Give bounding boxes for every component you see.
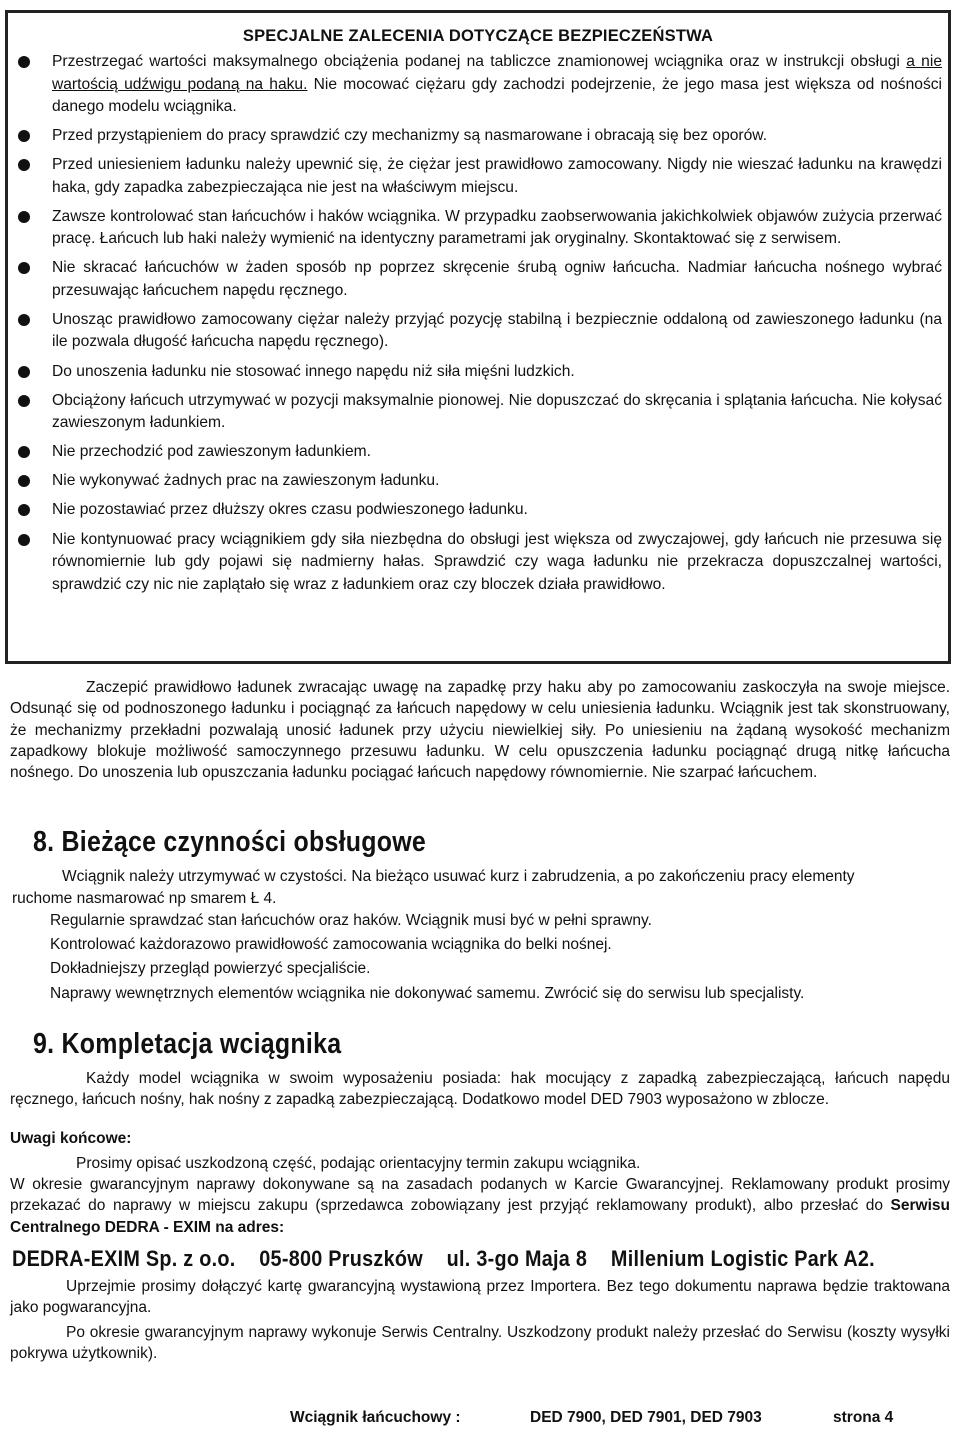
safety-bullet: Nie wykonywać żadnych prac na zawieszonym ładunku. bbox=[16, 470, 942, 493]
maintenance-line: Kontrolować każdorazowo prawidłowość zamocowania wciągnika do belki nośnej. bbox=[50, 936, 612, 953]
maintenance-line: ruchome nasmarować np smarem Ł 4. bbox=[12, 890, 277, 907]
post-warranty-paragraph: Po okresie gwarancyjnym naprawy wykonuje Serwis Centralny. Uszkodzony produkt należy przesłać do Serwisu (koszty wysyłki pokrywa użytkownik). bbox=[10, 1324, 950, 1363]
section-8-heading: 8. Bieżące czynności obsługowe bbox=[33, 826, 427, 858]
safety-bullet: Nie kontynuować pracy wciągnikiem gdy siła niezbędna do obsługi jest większa od zwyczajowej, gdy łańcuch nie przesuwa się równomiernie lub gdy pojawi się nadmierny hałas. Sprawdzić czy waga ładunku nie przekracza dopuszczalnej wartości, sprawdzić czy nic nie zaplątało się wraz z ładunkiem oraz czy bloczek działa prawidłowo. bbox=[16, 529, 942, 597]
safety-bullet: Unosząc prawidłowo zamocowany ciężar należy przyjąć pozycję stabilną i bezpiecznie oddaloną od zawieszonego ładunku (na ile pozwala długość łańcucha napędu ręcznego). bbox=[16, 309, 942, 354]
safety-bullet: Nie skracać łańcuchów w żaden sposób np poprzez skręcenie śrubą ogniw łańcucha. Nadmiar łańcucha nośnego wybrać przesuwając łańcuchem napędu ręcznego. bbox=[16, 257, 942, 302]
maintenance-line: Dokładniejszy przegląd powierzyć specjaliście. bbox=[50, 960, 371, 977]
safety-bullet: Zawsze kontrolować stan łańcuchów i haków wciągnika. W przypadku zaobserwowania jakichkolwiek objawów zużycia przerwać pracę. Łańcuch lub haki należy wymienić na identyczny parametrami jak oryginalny. Skontaktować się z serwisem. bbox=[16, 206, 942, 251]
address-street: ul. 3-go Maja 8 bbox=[446, 1246, 588, 1271]
kit-paragraph: Każdy model wciągnika w swoim wyposażeniu posiada: hak mocujący z zapadką zabezpieczającą, łańcuch napędu ręcznego, łańcuch nośny, hak nośny z zapadką zabezpieczającą. Dodatkowo model DED 7903 wyposażono w zblocze. bbox=[10, 1070, 950, 1109]
bullet-underlined-text: a nie wartością udźwigu podaną na haku. bbox=[52, 53, 942, 93]
bullet-text: Nie mocować ciężaru gdy zachodzi podejrzenie, że jego masa jest większa od nośności danego modelu wciągnika. bbox=[52, 75, 942, 115]
safety-box bbox=[5, 10, 951, 664]
safety-bullet: Do unoszenia ładunku nie stosować innego napędu niż siła mięśni ludzkich. bbox=[16, 361, 942, 384]
safety-bullet: Przed przystąpieniem do pracy sprawdzić czy mechanizmy są nasmarowane i obracają się bez oporów. bbox=[16, 125, 942, 148]
remarks-title: Uwagi końcowe: bbox=[10, 1130, 132, 1147]
footer-models: DED 7900, DED 7901, DED 7903 bbox=[530, 1409, 762, 1426]
remarks-line: Prosimy opisać uszkodzoną część, podając orientacyjny termin zakupu wciągnika. bbox=[76, 1155, 641, 1172]
address-park: Millenium Logistic Park A2. bbox=[610, 1246, 875, 1271]
footer-product: Wciągnik łańcuchowy : bbox=[290, 1409, 461, 1426]
warranty-text: W okresie gwarancyjnym naprawy dokonywane są na zasadach podanych w Karcie Gwarancyjnej. Reklamowany produkt prosimy przekazać do naprawy w miejscu zakupu (sprzedawca zobowiązany jest przyjąć reklamowany produkt), albo przesłać do bbox=[10, 1176, 950, 1215]
section-9-heading: 9. Kompletacja wciągnika bbox=[33, 1028, 342, 1060]
warranty-card-paragraph: Uprzejmie prosimy dołączyć kartę gwarancyjną wystawioną przez Importera. Bez tego dokumentu naprawa będzie traktowana jako pogwarancyjna. bbox=[10, 1278, 950, 1317]
safety-bullet: Nie przechodzić pod zawieszonym ładunkiem. bbox=[16, 441, 942, 464]
footer-page-number: strona 4 bbox=[833, 1409, 894, 1426]
safety-bullet: Nie pozostawiać przez dłuższy okres czasu podwieszonego ładunku. bbox=[16, 499, 942, 522]
service-name: Serwisu Centralnego DEDRA - EXIM na adres: bbox=[10, 1197, 950, 1236]
maintenance-line: Wciągnik należy utrzymywać w czystości. Na bieżąco usuwać kurz i zabrudzenia, a po zakończeniu pracy elementy bbox=[62, 868, 855, 885]
maintenance-line: Regularnie sprawdzać stan łańcuchów oraz haków. Wciągnik musi być w pełni sprawny. bbox=[50, 912, 652, 929]
safety-bullet bbox=[16, 51, 942, 119]
safety-title: SPECJALNE ZALECENIA DOTYCZĄCE BEZPIECZEŃSTWA bbox=[242, 27, 714, 45]
address-company: DEDRA-EXIM Sp. z o.o. bbox=[12, 1246, 236, 1271]
warranty-paragraph bbox=[10, 1174, 950, 1238]
intro-paragraph: Zaczepić prawidłowo ładunek zwracając uwagę na zapadkę przy haku aby po zamocowaniu zaskoczyła na swoje miejsce. Odsunąć się od podnoszonego ładunku i pociągnąć za łańcuch napędowy w celu uniesienia ładunku. Wciągnik jest tak skonstruowany, że mechanizmy przekładni pozwalają unosić ładunek przy użyciu niewielkiej siły. Po uniesieniu na żądaną wysokość mechanizm zapadkowy blokuje możliwość samoczynnego przesuwu ładunku. W celu opuszczenia ładunku pociągnąć drugą nitkę łańcucha nośnego. Do unoszenia lub opuszczania ładunku pociągać łańcuch napędowy równomiernie. Nie szarpać łańcuchem. bbox=[10, 679, 950, 782]
safety-bullet: Obciążony łańcuch utrzymywać w pozycji maksymalnie pionowej. Nie dopuszczać do skręcania i splątania łańcucha. Nie kołysać zawieszonym ładunkiem. bbox=[16, 390, 942, 435]
bullet-text: Przestrzegać wartości maksymalnego obciążenia podanej na tabliczce znamionowej wciągnika oraz w instrukcji obsługi bbox=[52, 53, 907, 70]
maintenance-line: Naprawy wewnętrznych elementów wciągnika nie dokonywać samemu. Zwrócić się do serwisu lub specjalisty. bbox=[50, 985, 805, 1002]
address-city: 05-800 Pruszków bbox=[259, 1246, 423, 1271]
safety-bullet: Przed uniesieniem ładunku należy upewnić się, że ciężar jest prawidłowo zamocowany. Nigdy nie wieszać ładunku na krawędzi haka, gdy zapadka zabezpieczająca nie jest na właściwym miejscu. bbox=[16, 154, 942, 199]
safety-bullet-list bbox=[16, 51, 942, 603]
service-address bbox=[12, 1246, 893, 1272]
